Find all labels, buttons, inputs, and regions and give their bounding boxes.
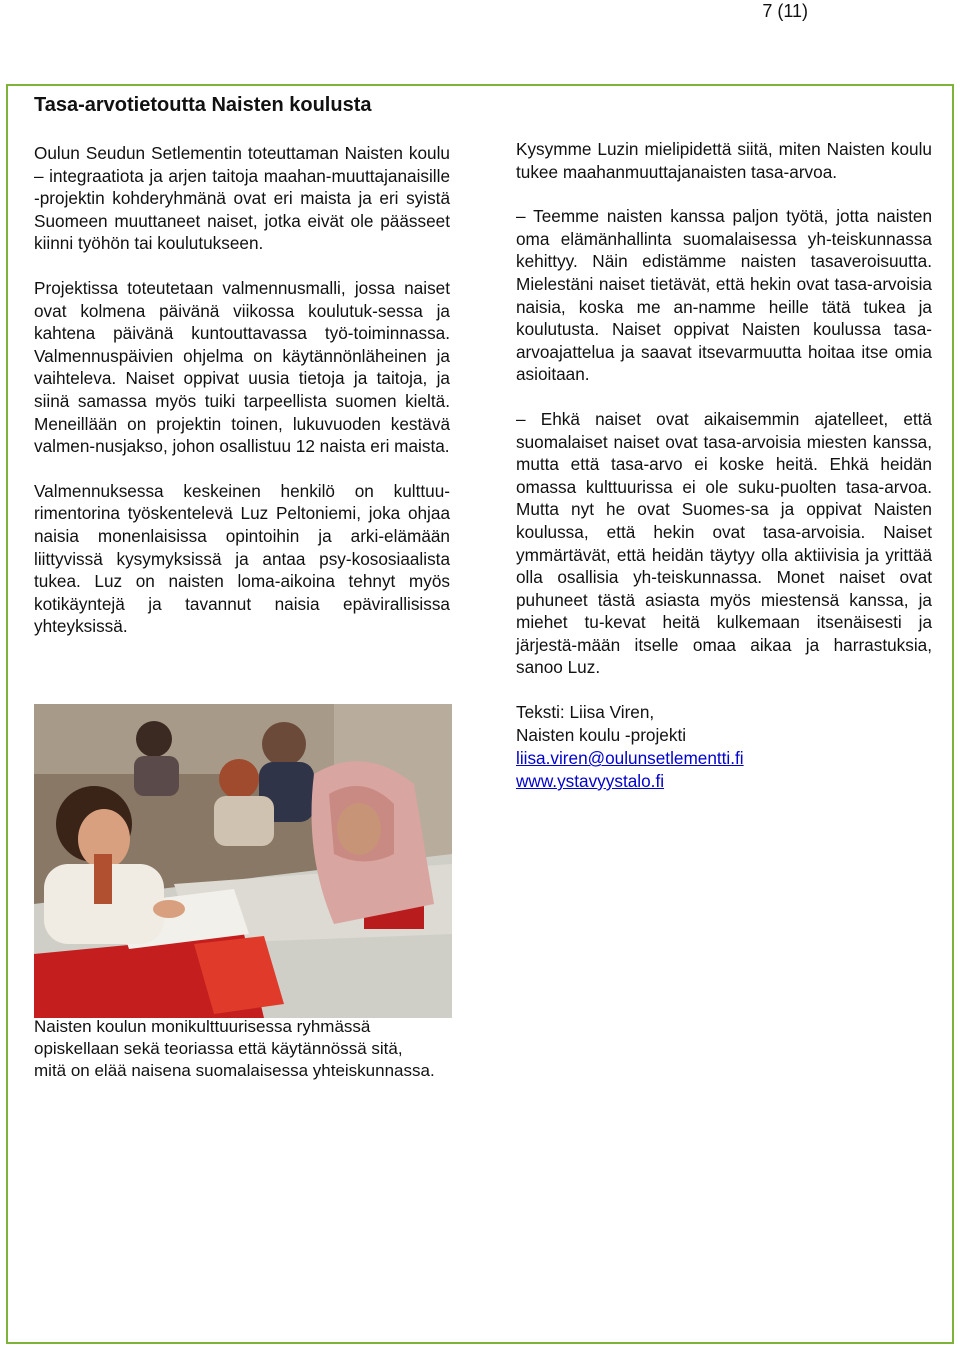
page-number: 7 (11) (762, 1, 808, 21)
paragraph: Valmennuksessa keskeinen henkilö on kulttuu-rimentorina työskentelevä Luz Peltoniemi, joka ohjaa naisia monenlaisissa opintoihin ja arki-elämään liittyvissä kysymyksissä ja antaa psy-kososiaalista tukea. Luz on naisten loma-aikoina tehnyt myös kotikäyntejä ja tavannut naisia epävirallisissa yhteyksissä. (34, 480, 450, 637)
paragraph: Oulun Seudun Setlementin toteuttaman Naisten koulu – integraatiota ja arjen taitoja maahan-muuttajanaisille -projektin kohderyhmänä ovat eri maista ja eri syistä Suomeen muuttaneet naiset, jotka eivät ole päässeet kiinni työhön tai koulutukseen. (34, 143, 450, 254)
paragraph: Kysymme Luzin mielipidettä siitä, miten Naisten koulu tukee maahanmuuttajanaisten tasa-arvoa. (516, 139, 932, 182)
paragraph: – Teemme naisten kanssa paljon työtä, jotta naisten oma elämänhallinta suomalaisessa yh-teiskunnassa kehittyy. Näin edistämme naisten tasaveroisuutta. Mielestäni naiset tietävät, että hekin ovat tasa-arvoisia naisia, koska me an-namme heille tätä tukea ja koulutusta. Naiset oppivat Naisten koulussa tasa-arvoajattelua ja saavat itsevarmuutta hoitaa itse omia asioitaan. (516, 206, 932, 385)
email-link[interactable]: liisa.viren@oulunsetlementti.fi (516, 748, 744, 769)
credits-project: Naisten koulu -projekti (516, 725, 687, 746)
credits-author: Teksti: Liisa Viren, (516, 702, 655, 723)
caption-line: opiskellaan sekä teoriassa että käytännössä sitä, (34, 1039, 403, 1058)
paragraph: – Ehkä naiset ovat aikaisemmin ajatelleet, että suomalaiset naiset ovat tasa-arvoisia miesten kanssa, mutta että tasa-arvo ei koske heitä. Ehkä heidän omassa kulttuurissa ei ole suku-puolten tasa-arvoa. Mutta nyt he ovat Suomes-sa ja oppivat Naisten koulussa, että hekin ovat tasa-arvoisia. Naiset ymmärtävät, että heidän täytyy olla aktiivisia ja yrittää olla osallisia yh-teiskunnassa. Monet naiset ovat puhuneet tästä asiasta myös miestensä kanssa, ja miehet tu-kevat heitä kulkemaan itsenäisesti ja järjestä-mään itselle omaa aikaa ja harrastuksia, sanoo Luz. (516, 408, 932, 678)
credits (516, 701, 932, 793)
paragraph: Projektissa toteutetaan valmennusmalli, jossa naiset ovat kolmena päivänä viikossa koulutuk-sessa ja kahtena päivänä kuntouttavassa työ-toiminnassa. Valmennuspäivien ohjelma on käytännönläheinen ja vaihteleva. Naiset oppivat uusia tietoja ja taitoja, ja siinä samassa myös tuiki tarpeellista suomen kieltä. Meneillään on projektin toinen, lukuvuoden kestävä valmen-nusjakso, johon osallistuu 12 naista eri maista. (34, 277, 450, 457)
article-title: Tasa-arvotietoutta Naisten koulusta (34, 94, 372, 116)
classroom-photo (34, 704, 452, 1018)
website-link[interactable]: www.ystavyystalo.fi (516, 771, 665, 792)
caption-line: Naisten koulun monikulttuurisessa ryhmässä (34, 1017, 371, 1036)
photo-caption (34, 1016, 494, 1082)
right-column (516, 138, 932, 793)
left-column (34, 92, 450, 660)
caption-line: mitä on elää naisena suomalaisessa yhteiskunnassa. (34, 1061, 435, 1080)
